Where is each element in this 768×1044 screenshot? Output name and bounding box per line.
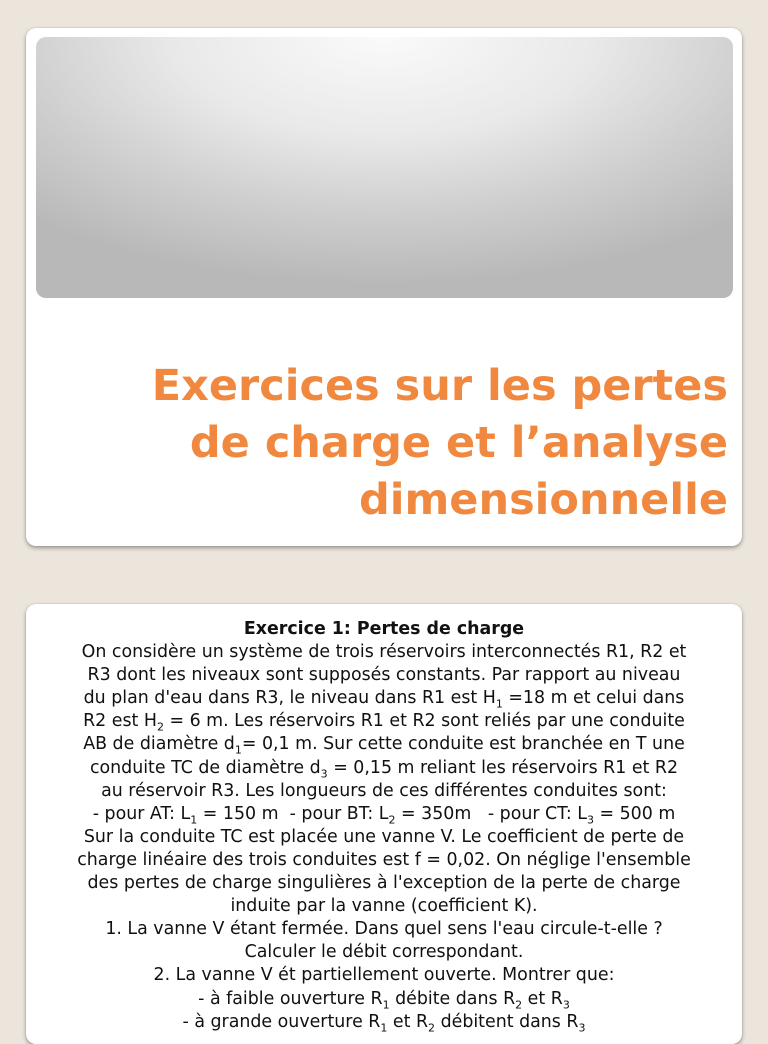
text-line: des pertes de charge singulières à l'exception de la perte de charge [87, 873, 681, 894]
text-line: - à faible ouverture $R_1$ débite dans $R_2$ et $R_3$ [198, 988, 570, 1011]
text-line: 2. La vanne V ét partiellement ouverte. Montrer que: [153, 965, 615, 986]
text-line: induite par la vanne (coefficient K). [230, 896, 538, 917]
text-line: conduite TC de diamètre $d_3 = 0,15$ m reliant les réservoirs R1 et R2 [89, 757, 679, 781]
title-slide [26, 28, 742, 546]
exercise-heading: Exercice 1: Pertes de charge [243, 619, 525, 639]
text-line: - à grande ouverture $R_1$ et $R_2$ débitent dans $R_3$ [182, 1011, 586, 1035]
text-line: charge linéaire des trois conduites est f = 0,02. On néglige l'ensemble [77, 849, 691, 870]
slide-banner-image [36, 37, 733, 298]
title-line-3: dimensionnelle [358, 475, 728, 525]
title-line-1: Exercices sur les pertes [151, 361, 728, 411]
text-line: Sur la conduite TC est placée une vanne V. Le coefficient de perte de [83, 826, 685, 847]
text-line: R3 dont les niveaux sont supposés constants. Par rapport au niveau [87, 665, 681, 686]
text-line: On considère un système de trois réservoirs interconnectés R1, R2 et [81, 642, 687, 663]
slide-title [48, 358, 728, 529]
text-line: R2 est $H_2 = 6$ m. Les réservoirs R1 et R2 sont reliés par une conduite [83, 711, 685, 734]
exercise-content [26, 618, 742, 1034]
text-line: 1. La vanne V étant fermée. Dans quel sens l'eau circule-t-elle ? [105, 919, 663, 940]
text-line: du plan d'eau dans R3, le niveau dans R1 est $H_1 =18$ m et celui dans [83, 688, 685, 711]
text-line: - pour AT: $L_1 = 150$ m - pour BT: $L_2 = 350m$ - pour CT: $L_3 = 500$ m [92, 803, 676, 827]
text-line: Calculer le débit correspondant. [244, 942, 524, 963]
exercise-slide [26, 604, 742, 1044]
text-line: AB de diamètre $d_1= 0,1$ m. Sur cette conduite est branchée en T une [83, 734, 685, 757]
text-line: au réservoir R3. Les longueurs de ces différentes conduites sont: [101, 780, 667, 801]
title-line-2: de charge et l’analyse [189, 418, 728, 468]
